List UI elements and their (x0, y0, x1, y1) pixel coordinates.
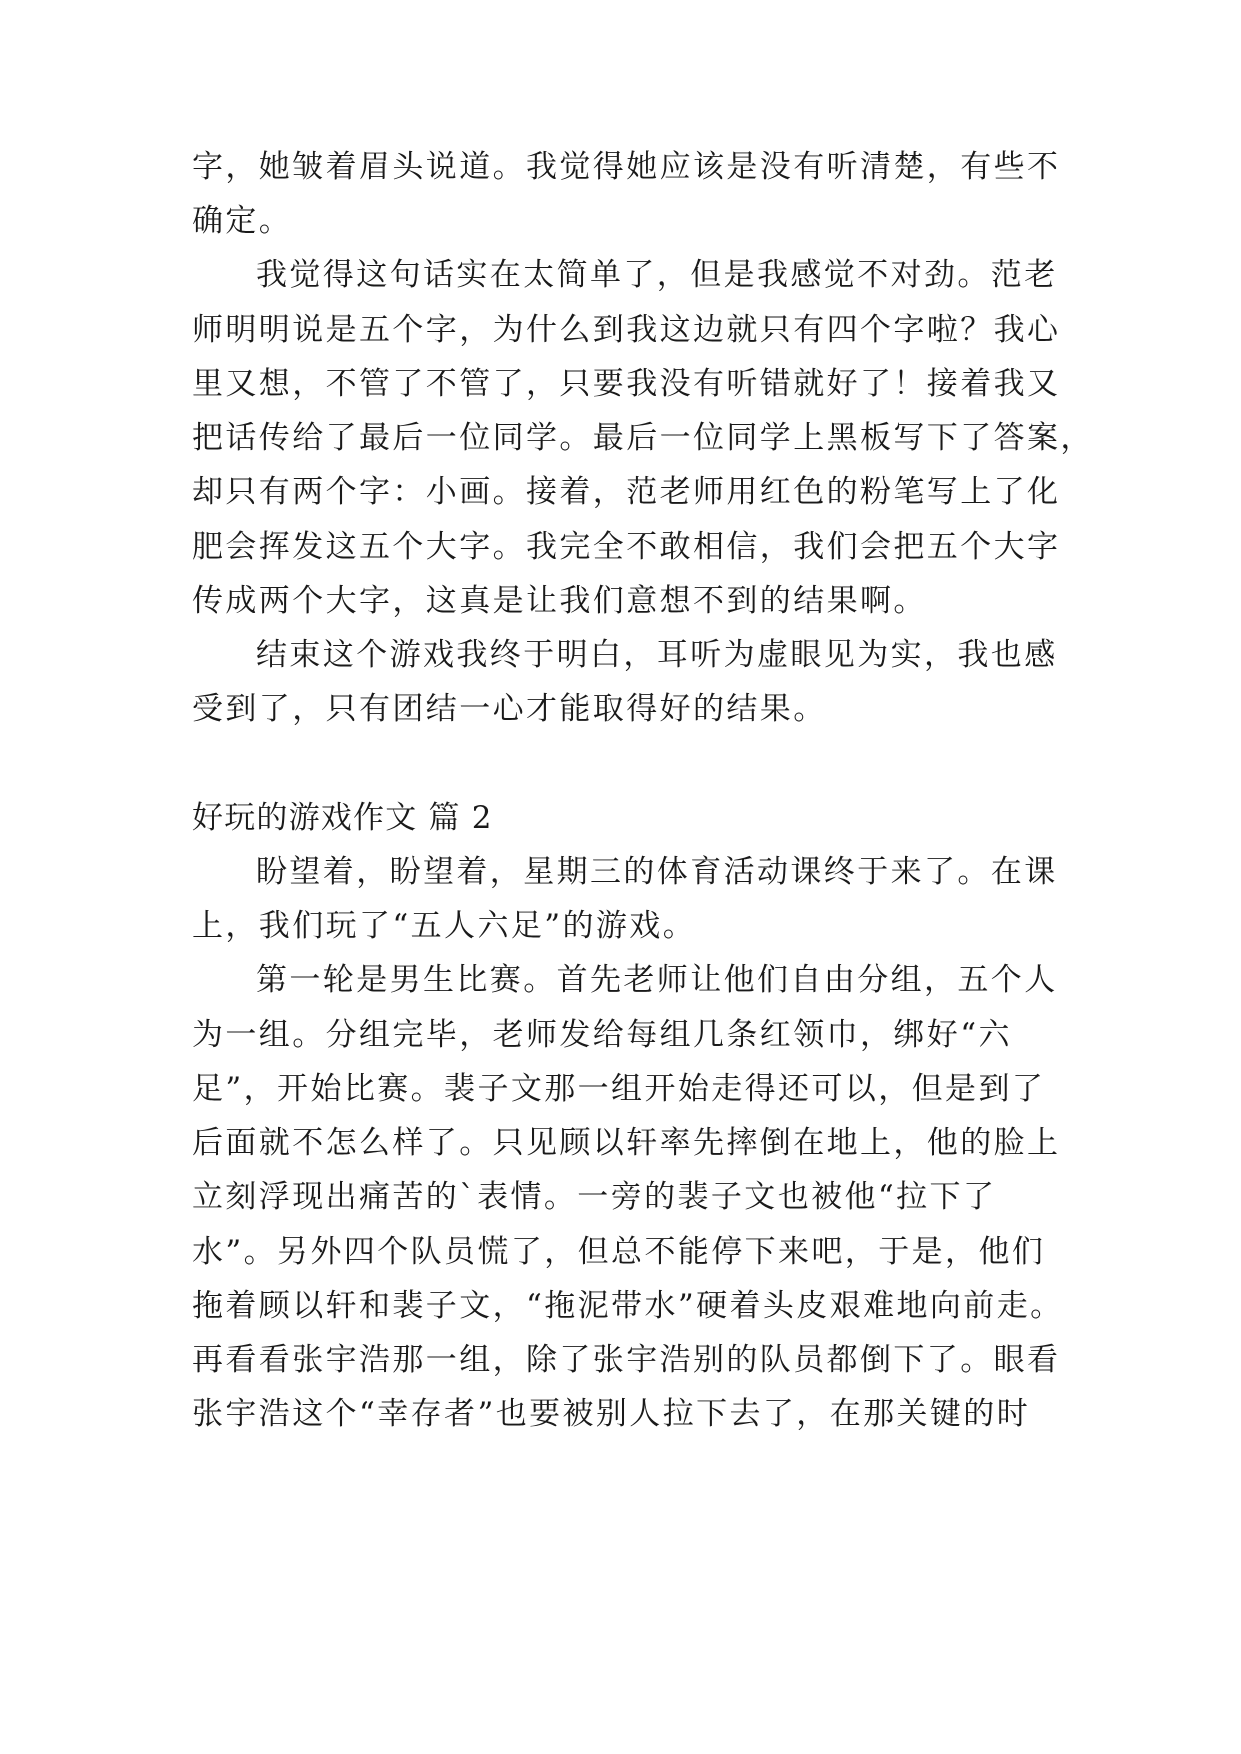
text-line: 却只有两个字：小画。接着，范老师用红色的粉笔写上了化 (192, 474, 1061, 510)
section-heading: 好玩的游戏作文 篇 2 (192, 800, 493, 836)
text-line: 后面就不怎么样了。只见顾以轩率先摔倒在地上，他的脸上 (192, 1125, 1061, 1161)
text-line: 传成两个大字，这真是让我们意想不到的结果啊。 (192, 583, 927, 619)
text-line: 字，她皱着眉头说道。我觉得她应该是没有听清楚，有些不 (192, 149, 1061, 185)
text-line: 确定。 (192, 203, 293, 239)
text-line: 足”，开始比赛。裴子文那一组开始走得还可以，但是到了 (192, 1071, 1046, 1107)
text-line: 为一组。分组完毕，老师发给每组几条红领巾，绑好“六 (192, 1017, 1012, 1053)
paragraph-start-line: 我觉得这句话实在太简单了，但是我感觉不对劲。范老 (256, 257, 1058, 293)
paragraph-start-line: 第一轮是男生比赛。首先老师让他们自由分组，五个人 (256, 962, 1058, 998)
text-line: 里又想，不管了不管了，只要我没有听错就好了！接着我又 (192, 366, 1061, 402)
text-line: 上，我们玩了“五人六足”的游戏。 (192, 908, 697, 944)
paragraph-start-line: 结束这个游戏我终于明白，耳听为虚眼见为实，我也感 (256, 637, 1058, 673)
paragraph-start-line: 盼望着，盼望着，星期三的体育活动课终于来了。在课 (256, 854, 1058, 890)
text-line: 把话传给了最后一位同学。最后一位同学上黑板写下了答案， (192, 420, 1094, 456)
text-line: 再看看张宇浩那一组，除了张宇浩别的队员都倒下了。眼看 (192, 1342, 1061, 1378)
text-line: 受到了，只有团结一心才能取得好的结果。 (192, 691, 827, 727)
text-line: 师明明说是五个字，为什么到我这边就只有四个字啦？我心 (192, 312, 1061, 348)
text-line: 张宇浩这个“幸存者”也要被别人拉下去了，在那关键的时 (192, 1396, 1031, 1432)
text-line: 立刻浮现出痛苦的`表情。一旁的裴子文也被他“拉下了 (192, 1179, 997, 1215)
text-line: 拖着顾以轩和裴子文，“拖泥带水”硬着头皮艰难地向前走。 (192, 1288, 1064, 1324)
text-line: 水”。另外四个队员慌了，但总不能停下来吧，于是，他们 (192, 1234, 1046, 1270)
text-line: 肥会挥发这五个大字。我完全不敢相信，我们会把五个大字 (192, 529, 1061, 565)
